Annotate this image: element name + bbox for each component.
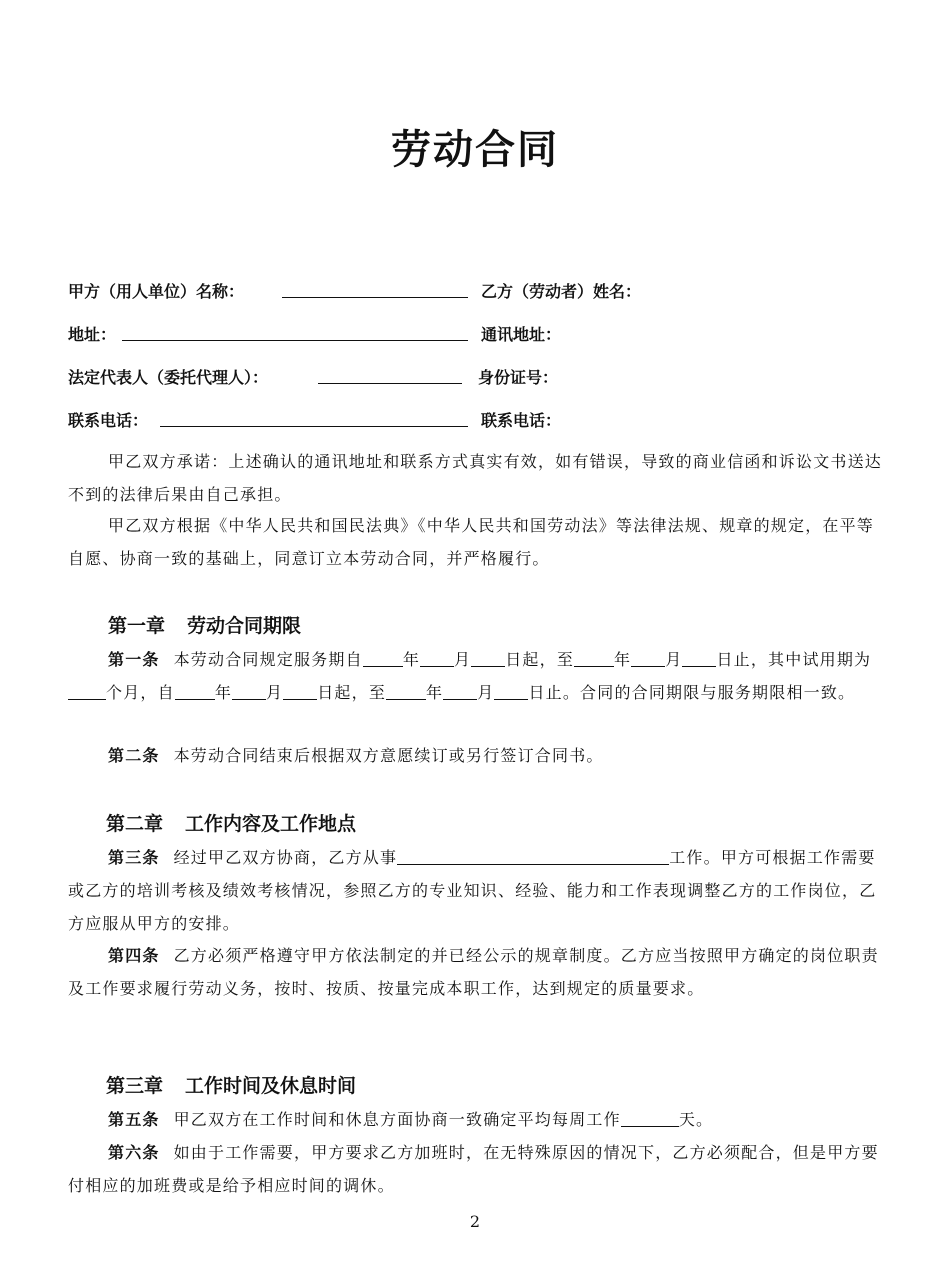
id-number-label: 身份证号：: [478, 368, 559, 387]
article-5: 第五条 甲乙双方在工作时间和休息方面协商一致确定平均每周工作 天。: [108, 1110, 714, 1129]
document-title: 劳动合同: [391, 127, 559, 173]
article-6-label: 第六条: [108, 1143, 160, 1162]
field-row-legal-rep: [68, 365, 888, 389]
chapter-heading-3: 第三章 工作时间及休息时间: [106, 1075, 357, 1097]
address-label: 地址：: [68, 325, 117, 344]
article-2-label: 第二条: [108, 746, 160, 765]
preamble-paragraph-2: 甲乙双方根据《中华人民共和国民法典》《中华人民共和国劳动法》等法律法规、规章的规定，在平等自愿、协商一致的基础上，同意订立本劳动合同，并严格履行。: [68, 516, 875, 568]
article-3-label: 第三条: [108, 848, 160, 867]
preamble-paragraph-1: 甲乙双方承诺：上述确认的通讯地址和联系方式真实有效，如有错误，导致的商业信函和诉讼文书送达不到的法律后果由自己承担。: [68, 452, 883, 504]
article-1-label: 第一条: [108, 650, 160, 669]
party-b-name-label: 乙方（劳动者）姓名：: [481, 282, 642, 301]
article-1: 第一条 本劳动合同规定服务期自 年 月 日起，至 年 月 日止，其中试用期为个月，自 年 月 日起，至 年 月 日止。合同的合同期限与服务期限相一致。: [68, 643, 890, 709]
phone-a-label: 联系电话：: [68, 411, 149, 430]
party-a-name-label: 甲方（用人单位）名称：: [68, 282, 245, 301]
mail-address-label: 通讯地址：: [481, 325, 562, 344]
article-4-label: 第四条: [108, 946, 160, 965]
article-4: 第四条 乙方必须严格遵守甲方依法制定的并已经公示的规章制度。乙方应当按照甲方确定的岗位职责及工作要求履行劳动义务，按时、按质、按量完成本职工作，达到规定的质量要求。: [68, 946, 879, 998]
workdays-blank[interactable]: [621, 1108, 679, 1127]
page-number: 2: [469, 1212, 481, 1231]
field-row-party-names: [68, 279, 888, 303]
article-3: 第三条 经过甲乙双方协商，乙方从事 工作。甲方可根据工作需要或乙方的培训考核及绩效考核情况，参照乙方的专业知识、经验、能力和工作表现调整乙方的工作岗位，乙方应服从甲方的安排。: [68, 848, 877, 933]
legal-rep-label: 法定代表人（委托代理人）：: [68, 368, 269, 387]
chapter-heading-2: 第二章 工作内容及工作地点: [106, 813, 357, 835]
article-2: 第二条 本劳动合同结束后根据双方意愿续订或另行签订合同书。: [108, 746, 604, 765]
article-5-label: 第五条: [108, 1110, 160, 1129]
job-blank[interactable]: [397, 846, 669, 865]
phone-b-label: 联系电话：: [481, 411, 562, 430]
article-6: 第六条 如由于工作需要，甲方要求乙方加班时，在无特殊原因的情况下，乙方必须配合，但是甲方要付相应的加班费或是给予相应时间的调休。: [68, 1143, 879, 1195]
field-row-address: [68, 322, 888, 346]
field-row-phones: [68, 408, 888, 432]
chapter-heading-1: 第一章 劳动合同期限: [108, 615, 302, 637]
